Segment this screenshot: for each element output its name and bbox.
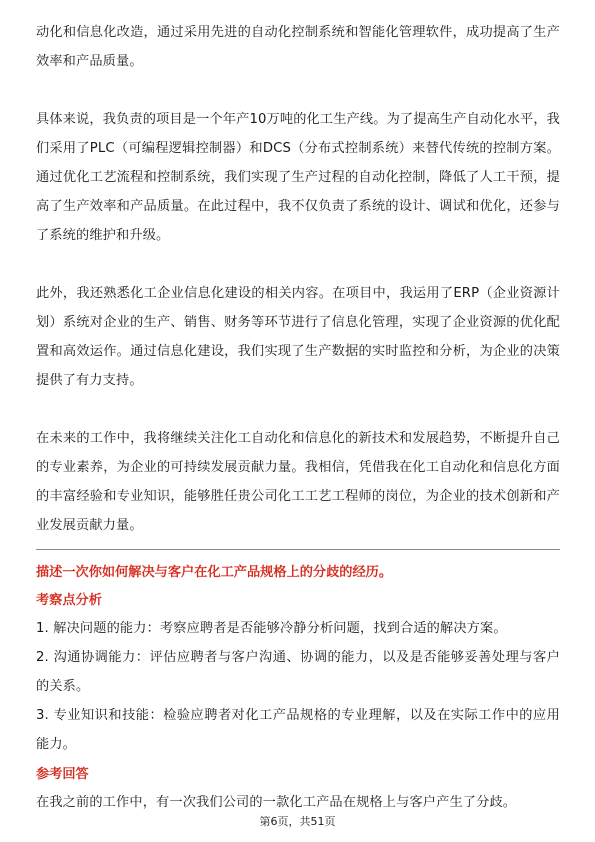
section-divider <box>36 549 560 550</box>
answer-heading: 参考回答 <box>36 767 89 782</box>
analysis-item-1: 1. 解决问题的能力：考察应聘者是否能够冷静分析问题，找到合适的解决方案。 <box>36 621 507 636</box>
body-paragraph-3: 此外，我还熟悉化工企业信息化建设的相关内容。在项目中，我运用了ERP（企业资源计划）系统对企业的生产、销售、财务等环节进行了信息化管理，实现了企业资源的优化配置和高效运作。通过信息化建设，我们实现了生产数据的实时监控和分析，为企业的决策提供了有力支持。 <box>36 286 560 388</box>
analysis-item-2: 2. 沟通协调能力：评估应聘者与客户沟通、协调的能力，以及是否能够妥善处理与客户的关系。 <box>36 650 560 694</box>
body-paragraph-2: 具体来说，我负责的项目是一个年产10万吨的化工生产线。为了提高生产自动化水平，我们采用了PLC（可编程逻辑控制器）和DCS（分布式控制系统）来替代传统的控制方案。通过优化工艺流程和控制系统，我们实现了生产过程的自动化控制，降低了人工干预，提高了生产效率和产品质量。在此过程中，我不仅负责了系统的设计、调试和优化，还参与了系统的维护和升级。 <box>36 112 560 243</box>
analysis-heading: 考察点分析 <box>36 593 102 608</box>
body-paragraph-4: 在未来的工作中，我将继续关注化工自动化和信息化的新技术和发展趋势，不断提升自己的专业素养，为企业的可持续发展贡献力量。我相信，凭借我在化工自动化和信息化方面的丰富经验和专业知识，能够胜任贵公司化工工艺工程师的岗位，为企业的技术创新和产业发展贡献力量。 <box>36 431 560 533</box>
answer-text: 在我之前的工作中，有一次我们公司的一款化工产品在规格上与客户产生了分歧。 <box>36 795 517 810</box>
page-number-footer: 第6页，共51页 <box>259 815 336 828</box>
analysis-list <box>36 614 560 759</box>
body-paragraph-1: 动化和信息化改造，通过采用先进的自动化控制系统和智能化管理软件，成功提高了生产效率和产品质量。 <box>36 25 560 69</box>
question-title: 描述一次你如何解决与客户在化工产品规格上的分歧的经历。 <box>36 565 393 580</box>
analysis-item-3: 3. 专业知识和技能：检验应聘者对化工产品规格的专业理解，以及在实际工作中的应用能力。 <box>36 708 560 752</box>
